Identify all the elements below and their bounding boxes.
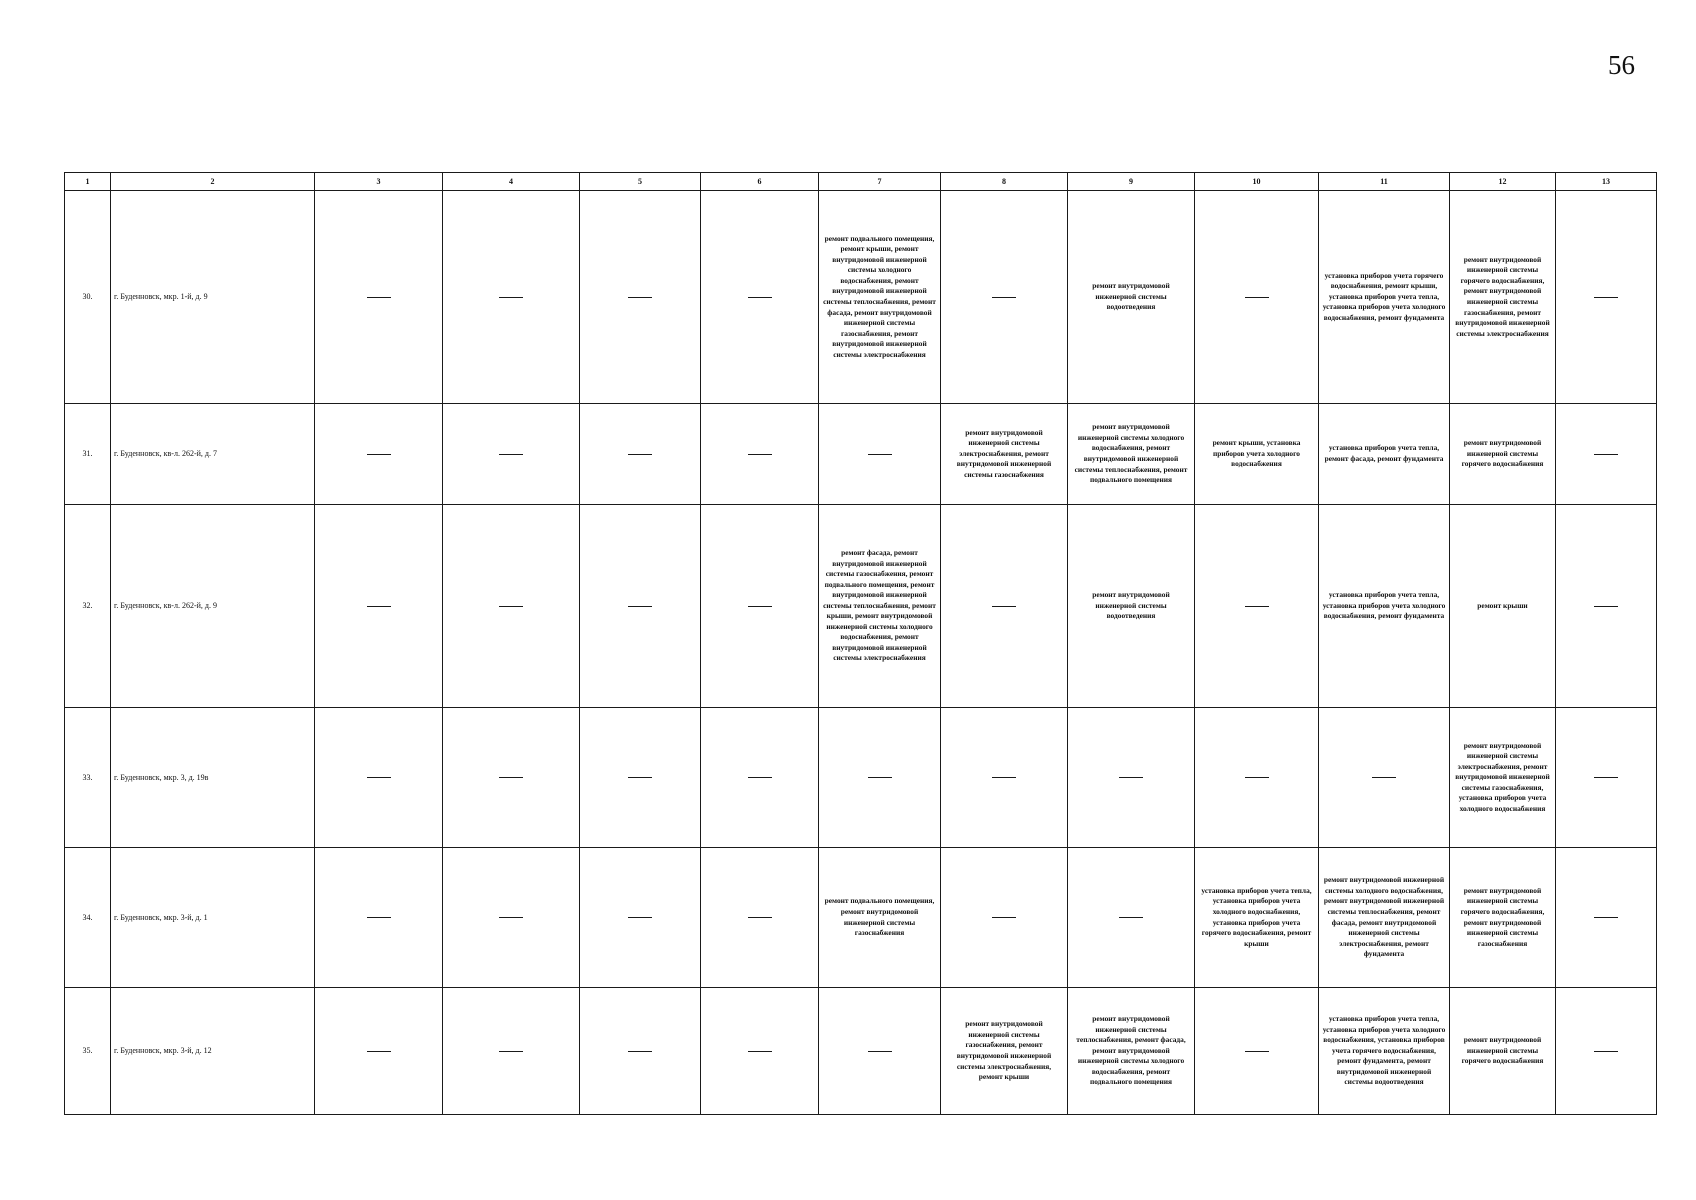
empty-cell (443, 708, 580, 848)
dash-mark (868, 1051, 892, 1052)
column-header: 13 (1556, 173, 1657, 191)
dash-mark (1372, 777, 1396, 778)
empty-cell (1195, 191, 1319, 404)
dash-mark (499, 777, 523, 778)
dash-mark (748, 454, 772, 455)
column-header: 9 (1068, 173, 1195, 191)
dash-mark (748, 1051, 772, 1052)
empty-cell (1195, 708, 1319, 848)
work-cell: ремонт внутридомовой инженерной системы электроснабжения, ремонт внутридомовой инженерной системы газоснабжения, установка приборов учета холодного водоснабжения (1450, 708, 1556, 848)
work-cell: ремонт крыши, установка приборов учета холодного водоснабжения (1195, 404, 1319, 505)
address-cell: г. Буденновск, мкр. 3, д. 19в (111, 708, 315, 848)
empty-cell (941, 191, 1068, 404)
dash-mark (499, 1051, 523, 1052)
column-header: 6 (701, 173, 819, 191)
work-cell: ремонт внутридомовой инженерной системы водоотведения (1068, 191, 1195, 404)
dash-mark (1245, 1051, 1269, 1052)
empty-cell (701, 848, 819, 988)
work-cell: ремонт подвального помещения, ремонт крыши, ремонт внутридомовой инженерной системы холодного водоснабжения, ремонт внутридомовой инженерной системы теплоснабжения, ремонт фасада, ремонт внутридомовой инженерной системы газоснабжения, ремонт внутридомовой инженерной системы электроснабжения (819, 191, 941, 404)
empty-cell (1068, 848, 1195, 988)
column-header: 7 (819, 173, 941, 191)
column-header: 11 (1319, 173, 1450, 191)
dash-mark (367, 917, 391, 918)
dash-mark (367, 777, 391, 778)
empty-cell (580, 505, 701, 708)
work-cell: ремонт внутридомовой инженерной системы холодного водоснабжения, ремонт внутридомовой инженерной системы теплоснабжения, ремонт фасада, ремонт внутридомовой инженерной системы электроснабжения, ремонт фундамента (1319, 848, 1450, 988)
dash-mark (748, 606, 772, 607)
dash-mark (628, 777, 652, 778)
dash-mark (499, 917, 523, 918)
dash-mark (628, 454, 652, 455)
dash-mark (367, 297, 391, 298)
dash-mark (992, 917, 1016, 918)
empty-cell (819, 708, 941, 848)
empty-cell (315, 505, 443, 708)
work-cell: ремонт внутридомовой инженерной системы холодного водоснабжения, ремонт внутридомовой инженерной системы теплоснабжения, ремонт подвального помещения (1068, 404, 1195, 505)
column-number-header-row (65, 173, 1657, 191)
empty-cell (580, 848, 701, 988)
empty-cell (1195, 988, 1319, 1115)
dash-mark (992, 777, 1016, 778)
dash-mark (499, 454, 523, 455)
empty-cell (315, 404, 443, 505)
empty-cell (1068, 708, 1195, 848)
dash-mark (992, 297, 1016, 298)
dash-mark (367, 606, 391, 607)
dash-mark (868, 454, 892, 455)
table-row (65, 988, 1657, 1115)
page-number: 56 (1608, 50, 1635, 80)
empty-cell (701, 191, 819, 404)
table-row (65, 191, 1657, 404)
column-header: 5 (580, 173, 701, 191)
column-header: 1 (65, 173, 111, 191)
dash-mark (748, 917, 772, 918)
dash-mark (1245, 777, 1269, 778)
empty-cell (315, 191, 443, 404)
empty-cell (1556, 708, 1657, 848)
dash-mark (1245, 606, 1269, 607)
work-cell: установка приборов учета тепла, установка приборов учета холодного водоснабжения, ремонт фундамента (1319, 505, 1450, 708)
empty-cell (1195, 505, 1319, 708)
empty-cell (315, 988, 443, 1115)
dash-mark (367, 1051, 391, 1052)
table-body (65, 191, 1657, 1115)
work-cell: установка приборов учета тепла, установка приборов учета холодного водоснабжения, установка приборов учета горячего водоснабжения, ремонт крыши (1195, 848, 1319, 988)
dash-mark (1119, 777, 1143, 778)
work-cell: ремонт внутридомовой инженерной системы водоотведения (1068, 505, 1195, 708)
column-header: 3 (315, 173, 443, 191)
empty-cell (941, 708, 1068, 848)
dash-mark (748, 297, 772, 298)
empty-cell (701, 505, 819, 708)
address-cell: г. Буденновск, кв-л. 262-й, д. 7 (111, 404, 315, 505)
empty-cell (1319, 708, 1450, 848)
dash-mark (628, 1051, 652, 1052)
table-row (65, 848, 1657, 988)
empty-cell (580, 988, 701, 1115)
address-cell: г. Буденновск, мкр. 1-й, д. 9 (111, 191, 315, 404)
work-cell: ремонт внутридомовой инженерной системы горячего водоснабжения, ремонт внутридомовой инженерной системы газоснабжения (1450, 848, 1556, 988)
address-cell: г. Буденновск, мкр. 3-й, д. 1 (111, 848, 315, 988)
empty-cell (443, 505, 580, 708)
dash-mark (1594, 1051, 1618, 1052)
dash-mark (1594, 606, 1618, 607)
address-cell: г. Буденновск, мкр. 3-й, д. 12 (111, 988, 315, 1115)
empty-cell (580, 404, 701, 505)
work-cell: ремонт внутридомовой инженерной системы горячего водоснабжения, ремонт внутридомовой инженерной системы газоснабжения, ремонт внутридомовой инженерной системы электроснабжения (1450, 191, 1556, 404)
row-number: 33. (65, 708, 111, 848)
work-cell: ремонт крыши (1450, 505, 1556, 708)
dash-mark (499, 606, 523, 607)
empty-cell (1556, 848, 1657, 988)
empty-cell (701, 988, 819, 1115)
work-cell: ремонт внутридомовой инженерной системы горячего водоснабжения (1450, 404, 1556, 505)
column-header: 10 (1195, 173, 1319, 191)
work-cell: ремонт внутридомовой инженерной системы газоснабжения, ремонт внутридомовой инженерной системы электроснабжения, ремонт крыши (941, 988, 1068, 1115)
dash-mark (1245, 297, 1269, 298)
column-header: 2 (111, 173, 315, 191)
empty-cell (315, 708, 443, 848)
repair-plan-table (64, 172, 1657, 1115)
work-cell: установка приборов учета горячего водоснабжения, ремонт крыши, установка приборов учета тепла, установка приборов учета холодного водоснабжения, ремонт фундамента (1319, 191, 1450, 404)
dash-mark (628, 606, 652, 607)
work-cell: ремонт внутридомовой инженерной системы горячего водоснабжения (1450, 988, 1556, 1115)
column-header: 8 (941, 173, 1068, 191)
empty-cell (580, 191, 701, 404)
work-cell: установка приборов учета тепла, установка приборов учета холодного водоснабжения, установка приборов учета горячего водоснабжения, ремонт фундамента, ремонт внутридомовой инженерной системы водоотведения (1319, 988, 1450, 1115)
table-row (65, 404, 1657, 505)
empty-cell (819, 988, 941, 1115)
work-cell: ремонт внутридомовой инженерной системы электроснабжения, ремонт внутридомовой инженерной системы газоснабжения (941, 404, 1068, 505)
dash-mark (1594, 917, 1618, 918)
dash-mark (992, 606, 1016, 607)
empty-cell (1556, 988, 1657, 1115)
dash-mark (1119, 917, 1143, 918)
row-number: 30. (65, 191, 111, 404)
empty-cell (580, 708, 701, 848)
empty-cell (315, 848, 443, 988)
empty-cell (701, 404, 819, 505)
row-number: 31. (65, 404, 111, 505)
empty-cell (1556, 404, 1657, 505)
dash-mark (1594, 454, 1618, 455)
column-header: 12 (1450, 173, 1556, 191)
table-row (65, 505, 1657, 708)
empty-cell (1556, 505, 1657, 708)
dash-mark (499, 297, 523, 298)
dash-mark (868, 777, 892, 778)
empty-cell (819, 404, 941, 505)
dash-mark (628, 917, 652, 918)
empty-cell (1556, 191, 1657, 404)
empty-cell (443, 988, 580, 1115)
empty-cell (443, 191, 580, 404)
work-cell: установка приборов учета тепла, ремонт фасада, ремонт фундамента (1319, 404, 1450, 505)
work-cell: ремонт подвального помещения, ремонт внутридомовой инженерной системы газоснабжения (819, 848, 941, 988)
dash-mark (628, 297, 652, 298)
empty-cell (443, 404, 580, 505)
table-row (65, 708, 1657, 848)
row-number: 35. (65, 988, 111, 1115)
dash-mark (1594, 297, 1618, 298)
dash-mark (1594, 777, 1618, 778)
empty-cell (941, 848, 1068, 988)
work-cell: ремонт фасада, ремонт внутридомовой инженерной системы газоснабжения, ремонт подвального помещения, ремонт внутридомовой инженерной системы теплоснабжения, ремонт крыши, ремонт внутридомовой инженерной системы холодного водоснабжения, ремонт внутридомовой инженерной системы электроснабжения (819, 505, 941, 708)
empty-cell (701, 708, 819, 848)
dash-mark (367, 454, 391, 455)
row-number: 34. (65, 848, 111, 988)
work-cell: ремонт внутридомовой инженерной системы теплоснабжения, ремонт фасада, ремонт внутридомовой инженерной системы холодного водоснабжения, ремонт подвального помещения (1068, 988, 1195, 1115)
empty-cell (941, 505, 1068, 708)
dash-mark (748, 777, 772, 778)
row-number: 32. (65, 505, 111, 708)
address-cell: г. Буденновск, кв-л. 262-й, д. 9 (111, 505, 315, 708)
column-header: 4 (443, 173, 580, 191)
empty-cell (443, 848, 580, 988)
